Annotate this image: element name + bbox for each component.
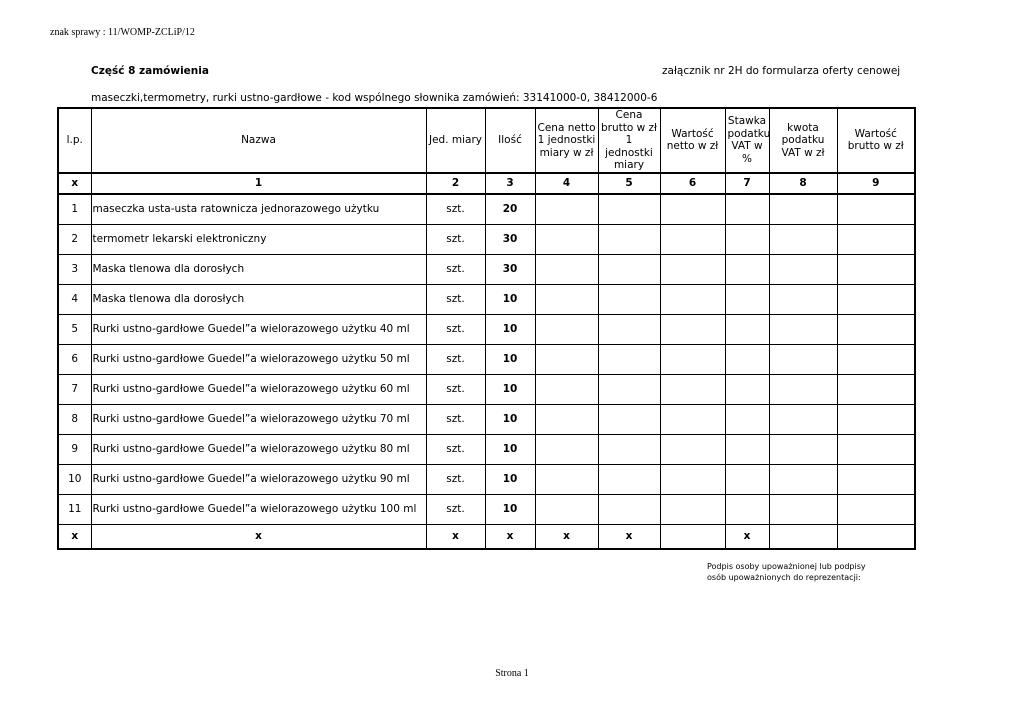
row-gross-unit-price-field[interactable] [598,194,660,225]
row-net-value-field[interactable] [660,374,725,404]
col-header-gross-unit-price: Cena brutto w zł 1 jednostki miary [598,108,660,173]
row-vat-rate-field[interactable] [725,464,769,494]
row-quantity: 30 [485,224,535,254]
row-net-unit-price-field[interactable] [535,404,598,434]
col-header-gross-value: Wartość brutto w zł [837,108,915,173]
row-net-value-field[interactable] [660,284,725,314]
row-number: 9 [58,434,91,464]
order-subject: maseczki,termometry, rurki ustno-gardłowe - kod wspólnego słownika zamówień: 33141000-0, 38412000-6 [91,92,658,104]
row-gross-unit-price-field[interactable] [598,404,660,434]
row-unit: szt. [426,494,485,524]
row-vat-rate-field[interactable] [725,314,769,344]
row-gross-value-field[interactable] [837,404,915,434]
row-net-value-field[interactable] [660,434,725,464]
table-row [58,464,915,494]
row-unit: szt. [426,344,485,374]
column-index-cell: 5 [598,173,660,194]
row-net-unit-price-field[interactable] [535,434,598,464]
row-gross-unit-price-field[interactable] [598,314,660,344]
row-name: Rurki ustno-gardłowe Guedel”a wielorazowego użytku 50 ml [91,344,426,374]
case-reference: znak sprawy : 11/WOMP-ZCLiP/12 [50,27,195,38]
row-number: 8 [58,404,91,434]
row-vat-rate-field[interactable] [725,254,769,284]
row-gross-unit-price-field[interactable] [598,254,660,284]
row-quantity: 10 [485,404,535,434]
row-vat-rate-field[interactable] [725,194,769,225]
row-vat-amount-field[interactable] [769,314,837,344]
row-number: 3 [58,254,91,284]
row-net-value-field[interactable] [660,224,725,254]
row-name: Rurki ustno-gardłowe Guedel”a wielorazowego użytku 80 ml [91,434,426,464]
row-gross-value-field[interactable] [837,374,915,404]
table-row [58,224,915,254]
row-gross-value-field[interactable] [837,254,915,284]
row-gross-unit-price-field[interactable] [598,494,660,524]
column-index-cell: 8 [769,173,837,194]
row-vat-amount-field[interactable] [769,404,837,434]
row-net-value-field[interactable] [660,464,725,494]
table-row [58,404,915,434]
row-gross-value-field[interactable] [837,284,915,314]
column-index-cell: 1 [91,173,426,194]
table-row [58,194,915,225]
row-number: 10 [58,464,91,494]
footer-row [58,524,915,549]
row-net-unit-price-field[interactable] [535,254,598,284]
row-vat-amount-field[interactable] [769,434,837,464]
row-vat-amount-field[interactable] [769,344,837,374]
row-net-unit-price-field[interactable] [535,374,598,404]
row-unit: szt. [426,374,485,404]
row-gross-unit-price-field[interactable] [598,434,660,464]
signature-note [707,561,866,583]
row-net-unit-price-field[interactable] [535,194,598,225]
column-index-cell: 4 [535,173,598,194]
row-quantity: 30 [485,254,535,284]
row-gross-value-field[interactable] [837,344,915,374]
row-vat-amount-field[interactable] [769,194,837,225]
row-quantity: 10 [485,314,535,344]
row-unit: szt. [426,404,485,434]
row-vat-rate-field[interactable] [725,284,769,314]
header-row [58,108,915,173]
row-unit: szt. [426,254,485,284]
row-unit: szt. [426,284,485,314]
row-unit: szt. [426,314,485,344]
col-header-vat-rate: Stawka podatku VAT w % [725,108,769,173]
row-quantity: 10 [485,434,535,464]
table-row [58,254,915,284]
row-name: Rurki ustno-gardłowe Guedel”a wielorazowego użytku 100 ml [91,494,426,524]
row-quantity: 10 [485,344,535,374]
col-header-lp: l.p. [58,108,91,173]
row-net-unit-price-field[interactable] [535,314,598,344]
row-gross-unit-price-field[interactable] [598,284,660,314]
row-net-unit-price-field[interactable] [535,344,598,374]
column-index-cell: 6 [660,173,725,194]
row-name: Rurki ustno-gardłowe Guedel”a wielorazowego użytku 60 ml [91,374,426,404]
table-row [58,314,915,344]
row-vat-rate-field[interactable] [725,404,769,434]
col-header-net-unit-price: Cena netto 1 jednostki miary w zł [535,108,598,173]
row-vat-amount-field[interactable] [769,224,837,254]
row-vat-amount-field[interactable] [769,464,837,494]
row-quantity: 10 [485,284,535,314]
row-gross-value-field[interactable] [837,434,915,464]
footer-cell: x [91,524,426,549]
column-index-cell: 3 [485,173,535,194]
row-number: 11 [58,494,91,524]
row-vat-rate-field[interactable] [725,494,769,524]
row-net-value-field[interactable] [660,404,725,434]
row-gross-unit-price-field[interactable] [598,224,660,254]
row-unit: szt. [426,224,485,254]
row-net-value-field[interactable] [660,254,725,284]
footer-cell: x [535,524,598,549]
row-gross-value-field[interactable] [837,194,915,225]
footer-cell: x [725,524,769,549]
row-number: 5 [58,314,91,344]
row-number: 6 [58,344,91,374]
table-row [58,374,915,404]
row-vat-amount-field[interactable] [769,494,837,524]
row-vat-rate-field[interactable] [725,344,769,374]
column-index-cell: 7 [725,173,769,194]
row-quantity: 10 [485,374,535,404]
row-gross-value-field[interactable] [837,494,915,524]
col-header-net-value: Wartość netto w zł [660,108,725,173]
table-row [58,494,915,524]
row-quantity: 10 [485,494,535,524]
row-unit: szt. [426,194,485,225]
part-title: Część 8 zamówienia [91,65,209,77]
row-vat-amount-field[interactable] [769,284,837,314]
row-net-unit-price-field[interactable] [535,464,598,494]
offer-table [57,107,916,550]
footer-cell[interactable] [837,524,915,549]
column-index-cell: x [58,173,91,194]
row-gross-unit-price-field[interactable] [598,374,660,404]
row-net-unit-price-field[interactable] [535,284,598,314]
footer-cell: x [598,524,660,549]
row-gross-unit-price-field[interactable] [598,344,660,374]
table-row [58,284,915,314]
row-net-value-field[interactable] [660,344,725,374]
row-quantity: 20 [485,194,535,225]
col-header-name: Nazwa [91,108,426,173]
row-net-unit-price-field[interactable] [535,494,598,524]
row-gross-value-field[interactable] [837,314,915,344]
col-header-unit: Jed. miary [426,108,485,173]
row-vat-rate-field[interactable] [725,434,769,464]
row-vat-rate-field[interactable] [725,374,769,404]
table-row [58,344,915,374]
row-name: maseczka usta-usta ratownicza jednorazowego użytku [91,194,426,225]
row-number: 4 [58,284,91,314]
footer-cell: x [485,524,535,549]
row-gross-value-field[interactable] [837,464,915,494]
row-quantity: 10 [485,464,535,494]
row-net-value-field[interactable] [660,314,725,344]
col-header-vat-amount: kwota podatku VAT w zł [769,108,837,173]
row-name: Rurki ustno-gardłowe Guedel”a wielorazowego użytku 90 ml [91,464,426,494]
footer-cell[interactable] [769,524,837,549]
row-net-unit-price-field[interactable] [535,224,598,254]
row-number: 7 [58,374,91,404]
footer-cell: x [426,524,485,549]
row-name: Rurki ustno-gardłowe Guedel”a wielorazowego użytku 70 ml [91,404,426,434]
row-number: 2 [58,224,91,254]
row-unit: szt. [426,434,485,464]
row-net-value-field[interactable] [660,194,725,225]
row-gross-unit-price-field[interactable] [598,464,660,494]
row-name: Maska tlenowa dla dorosłych [91,254,426,284]
row-vat-amount-field[interactable] [769,374,837,404]
column-index-cell: 9 [837,173,915,194]
annex-label: załącznik nr 2H do formularza oferty cenowej [662,65,901,77]
footer-cell: x [58,524,91,549]
row-gross-value-field[interactable] [837,224,915,254]
page-number: Strona 1 [495,668,529,679]
row-name: Maska tlenowa dla dorosłych [91,284,426,314]
row-number: 1 [58,194,91,225]
signature-line-2: osób upoważnionych do reprezentacji: [707,573,861,582]
row-name: termometr lekarski elektroniczny [91,224,426,254]
row-name: Rurki ustno-gardłowe Guedel”a wielorazowego użytku 40 ml [91,314,426,344]
table-row [58,434,915,464]
column-index-cell: 2 [426,173,485,194]
row-vat-rate-field[interactable] [725,224,769,254]
row-net-value-field[interactable] [660,494,725,524]
footer-cell[interactable] [660,524,725,549]
col-header-qty: Ilość [485,108,535,173]
row-unit: szt. [426,464,485,494]
signature-line-1: Podpis osoby upoważnionej lub podpisy [707,562,866,571]
row-vat-amount-field[interactable] [769,254,837,284]
column-index-row [58,173,915,194]
